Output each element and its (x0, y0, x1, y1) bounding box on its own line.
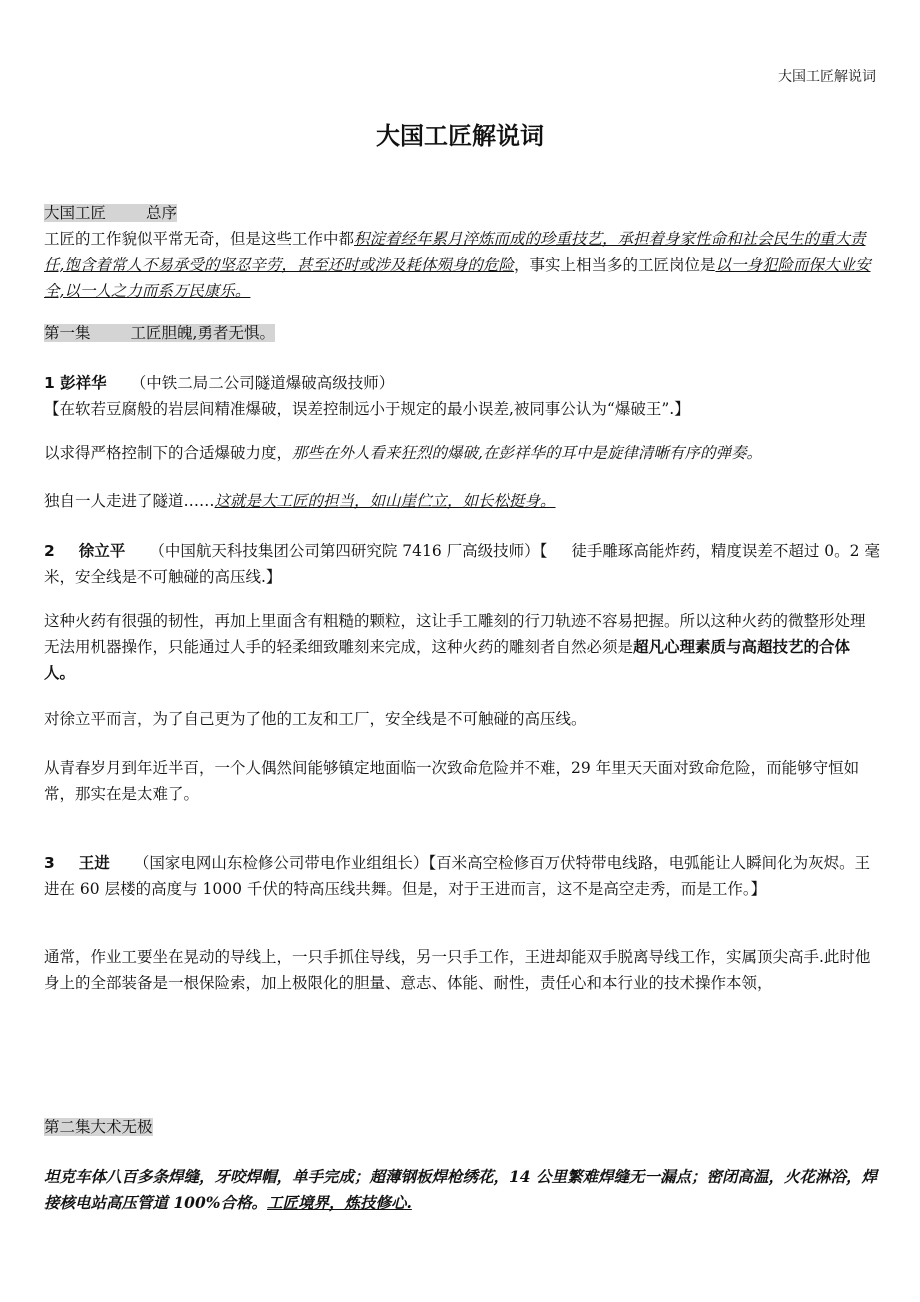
person2-name: 徐立平 (78, 542, 126, 560)
prologue-emphasis-1: 积淀着经年累月淬炼而成的珍重技艺，承担着身家性命和社会民生的重大责任,饱含着常人不易承受的坚忍辛劳，甚至还时或涉及耗体殒身的危险 (44, 230, 866, 274)
person1-emphasis-2: 这就是大工匠的担当，如山崖伫立，如长松挺身。 (214, 492, 556, 510)
person2-paragraph-3: 从青春岁月到年近半百，一个人偶然间能够镇定地面临一次致命危险并不难，29 年里天天面对致命危险，而能够守恒如常，那实在是太难了。 (44, 759, 860, 803)
person1-affiliation: （中铁二局二公司隧道爆破高级技师） (130, 374, 395, 392)
prologue-section (44, 200, 880, 304)
episode2-heading (44, 1114, 880, 1140)
person3-affiliation-summary: （国家电网山东检修公司带电作业组组长）【百米高空检修百万伏特带电线路，电弧能让人瞬间化为灰烬。王进在 60 层楼的高度与 1000 千伏的特高压线共舞。但是，对于王进而言，这不是高空走秀，而是工作。】 (44, 854, 871, 898)
person2-number: 2 (44, 542, 55, 560)
person3-intro (44, 850, 880, 902)
person1-name: 1 彭祥华 (44, 374, 107, 392)
running-header: 大国工匠解说词 (778, 69, 876, 85)
episode2-paragraph: 坦克车体八百多条焊缝，牙咬焊帽，单手完成；超薄钢板焊枪绣花，14 公里繁难焊缝无一漏点；密闭高温，火花淋浴，焊接核电站高压管道 100%合格。工匠境界，炼技修心. (44, 1167, 877, 1212)
episode1-heading (44, 320, 880, 346)
person2-emphasis: 超凡心理素质与高超技艺的合体人。 (44, 638, 851, 682)
person3-number: 3 (44, 854, 55, 872)
person1-summary: 【在软若豆腐般的岩层间精准爆破，误差控制远小于规定的最小误差,被同事公认为“爆破王”.】 (44, 400, 690, 418)
person1-intro (44, 370, 880, 422)
prologue-label: 大国工匠 总序 (44, 204, 178, 222)
person3-paragraph-1: 通常，作业工要坐在晃动的导线上，一只手抓住导线，另一只手工作，王进却能双手脱离导线工作，实属顶尖高手.此时他身上的全部装备是一根保险索，加上极限化的胆量、意志、体能、耐性，责任心和本行业的技术操作本领， (44, 948, 871, 992)
prologue-heading (44, 200, 880, 226)
person2-summary: 徒手雕琢高能炸药，精度误差不超过 0。2 毫米，安全线是不可触碰的高压线.】 (44, 542, 880, 586)
prologue-paragraph: 工匠的工作貌似平常无奇，但是这些工作中都积淀着经年累月淬炼而成的珍重技艺，承担着身家性命和社会民生的重大责任,饱含着常人不易承受的坚忍辛劳，甚至还时或涉及耗体殒身的危险，事实上相当多的工匠岗位是以一身犯险而保大业安全,以一人之力而系万民康乐。 (44, 230, 871, 300)
person3-name: 王进 (78, 854, 110, 872)
page-title: 大国工匠解说词 (376, 122, 544, 150)
episode2-emphasis: 工匠境界，炼技修心. (266, 1193, 412, 1212)
person2-paragraph-1: 这种火药有很强的韧性，再加上里面含有粗糙的颗粒，这让手工雕刻的行刀轨迹不容易把握。所以这种火药的微整形处理无法用机器操作，只能通过人手的轻柔细致雕刻来完成，这种火药的雕刻者自然必须是超凡心理素质与高超技艺的合体人。 (44, 612, 866, 682)
person2-affiliation: （中国航天科技集团公司第四研究院 7416 厂高级技师）【 (149, 542, 548, 560)
episode2-label: 第二集大术无极 (44, 1118, 153, 1136)
prologue-emphasis-2: 以一身犯险而保大业安全,以一人之力而系万民康乐。 (44, 256, 871, 300)
person1-paragraph-2: 独自一人走进了隧道……这就是大工匠的担当，如山崖伫立，如长松挺身。 (44, 492, 556, 510)
person1-paragraph-1: 以求得严格控制下的合适爆破力度，那些在外人看来狂烈的爆破,在彭祥华的耳中是旋律清晰有序的弹奏。 (44, 444, 762, 462)
person1-emphasis-1: 那些在外人看来狂烈的爆破,在彭祥华的耳中是旋律清晰有序的弹奏。 (292, 444, 762, 462)
person2-paragraph-2: 对徐立平而言，为了自己更为了他的工友和工厂，安全线是不可触碰的高压线。 (44, 710, 587, 728)
person2-intro (44, 538, 880, 590)
episode1-label: 第一集 工匠胆魄,勇者无惧。 (44, 324, 275, 342)
